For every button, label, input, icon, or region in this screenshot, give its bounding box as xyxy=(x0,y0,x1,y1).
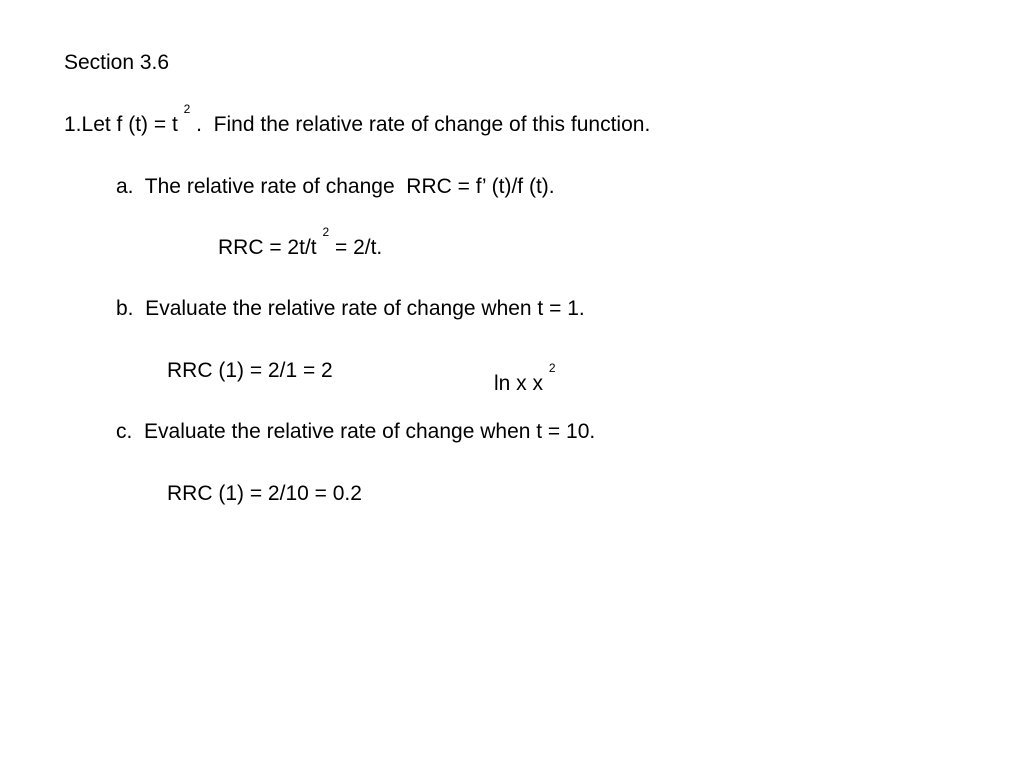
problem-suffix: . Find the relative rate of change of this function. xyxy=(190,113,651,136)
side-note xyxy=(494,361,556,397)
problem-statement xyxy=(64,102,651,138)
part-c-work: RRC (1) = 2/10 = 0.2 xyxy=(167,482,362,505)
part-a-statement: a. The relative rate of change RRC = f’ (t)/f (t). xyxy=(116,175,555,198)
part-a-work xyxy=(218,225,383,261)
part-c-statement: c. Evaluate the relative rate of change when t = 10. xyxy=(116,420,596,443)
problem-exponent: 2 xyxy=(183,102,191,116)
part-a-work-exponent: 2 xyxy=(322,225,330,239)
part-a-work-prefix: RRC = 2t/t xyxy=(218,236,317,259)
problem-prefix: 1.Let f (t) = t xyxy=(64,113,178,136)
side-note-prefix: ln x x xyxy=(494,372,544,395)
part-b-statement: b. Evaluate the relative rate of change when t = 1. xyxy=(116,297,585,320)
side-note-exponent: 2 xyxy=(548,361,556,375)
section-title: Section 3.6 xyxy=(64,51,170,74)
part-b-work: RRC (1) = 2/1 = 2 xyxy=(167,359,333,382)
part-a-work-suffix: = 2/t. xyxy=(329,236,383,259)
